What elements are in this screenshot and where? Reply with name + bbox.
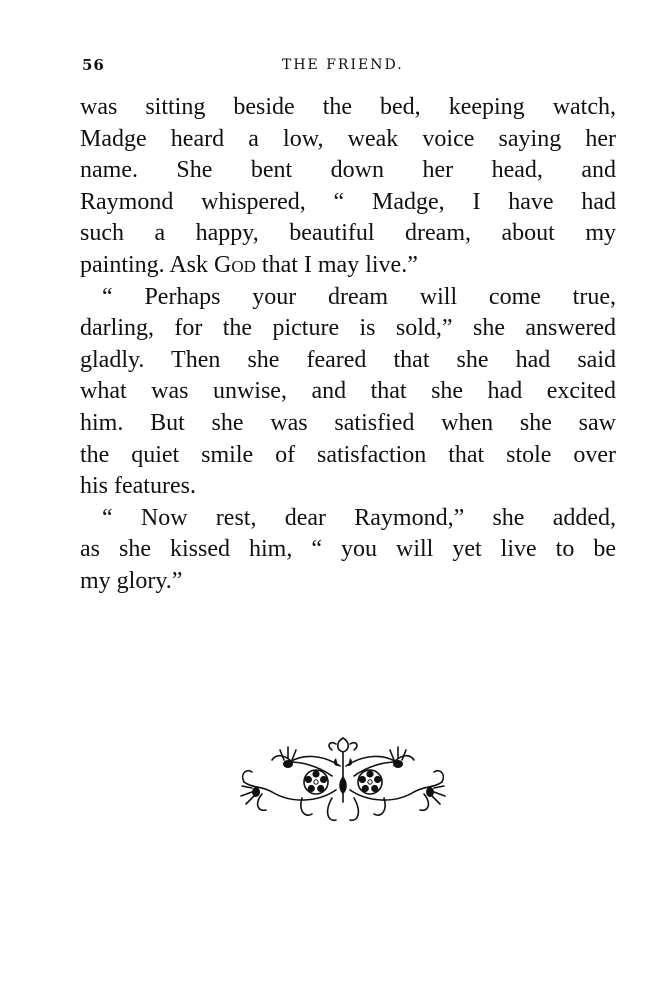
text-line: darling, for the picture is sold,” she answered: [80, 315, 616, 342]
text-line: “ Now rest, dear Raymond,” she added,: [102, 504, 616, 531]
body-text: [80, 92, 616, 598]
text-line: his features.: [80, 473, 196, 500]
text-line: what was unwise, and that she had excited: [80, 378, 616, 405]
running-head: [82, 56, 614, 80]
text-fragment: that I may live.”: [255, 251, 418, 278]
page-number: 56: [82, 56, 105, 74]
text-line: name. She bent down her head, and: [80, 157, 616, 184]
floral-tailpiece-icon: [232, 732, 454, 828]
text-line: as she kissed him, “ you will yet live to be: [80, 536, 616, 563]
paragraph-3: [80, 503, 616, 598]
small-caps-word: God: [214, 251, 256, 278]
text-line: my glory.”: [80, 567, 183, 594]
text-fragment: painting. Ask: [80, 251, 215, 278]
text-line: gladly. Then she feared that she had said: [80, 346, 616, 373]
text-line: was sitting beside the bed, keeping watch,: [80, 94, 616, 120]
text-line: Raymond whispered, “ Madge, I have had: [80, 188, 616, 215]
text-line: Madge heard a low, weak voice saying her: [80, 125, 616, 152]
text-line: “ Perhaps your dream will come true,: [102, 283, 616, 310]
paragraph-1: [80, 92, 616, 282]
text-line: such a happy, beautiful dream, about my: [80, 220, 616, 247]
text-line: him. But she was satisfied when she saw: [80, 409, 616, 436]
text-line: [80, 250, 616, 282]
text-line: the quiet smile of satisfaction that stole over: [80, 441, 616, 468]
paragraph-2: [80, 282, 616, 503]
running-title: THE FRIEND.: [282, 57, 404, 73]
